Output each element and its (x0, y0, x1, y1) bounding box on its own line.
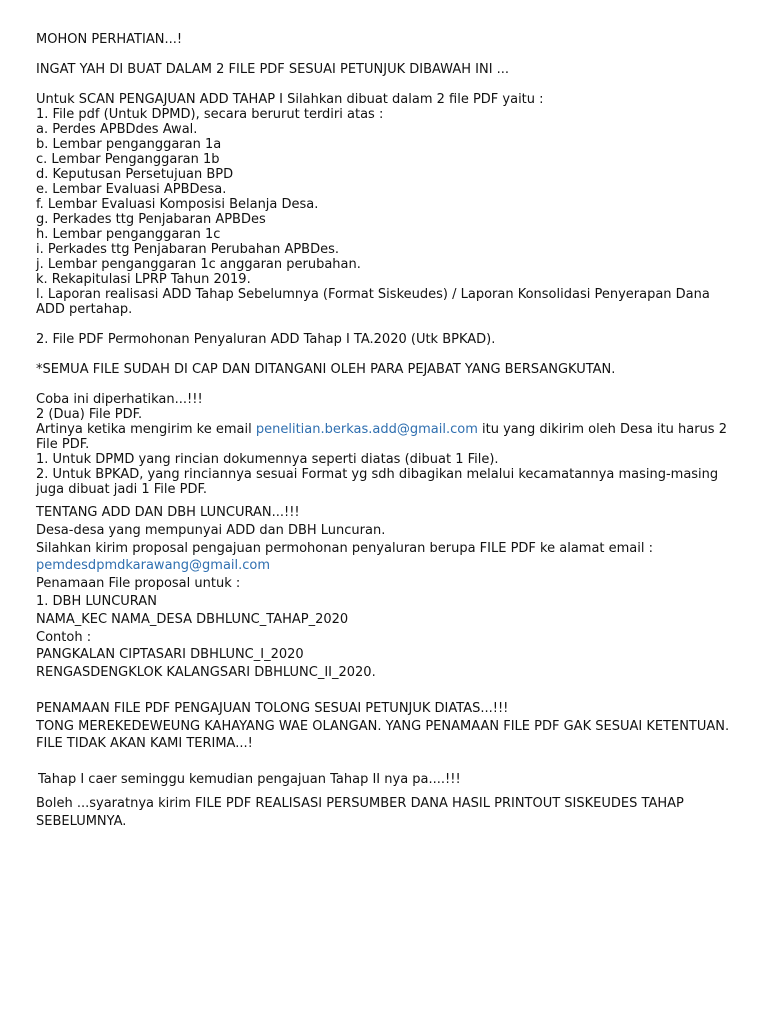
tahap1-intro: Untuk SCAN PENGAJUAN ADD TAHAP I Silahkan dibuat dalam 2 file PDF yaitu : (36, 92, 544, 107)
email-link-pemdes[interactable]: pemdesdpmdkarawang@gmail.com (36, 558, 271, 574)
boleh-line2: SEBELUMNYA. (36, 813, 127, 829)
luncuran-line2: Silahkan kirim proposal pengajuan permohonan penyaluran berupa FILE PDF ke alamat email : (36, 540, 654, 556)
warning-3: FILE TIDAK AKAN KAMI TERIMA...! (36, 736, 253, 752)
bpkad-point-continuation: juga dibuat jadi 1 File PDF. (36, 482, 207, 497)
two-files-text: 2 (Dua) File PDF. (36, 407, 143, 422)
list-item: c. Lembar Penganggaran 1b (36, 152, 220, 167)
file1-title: 1. File pdf (Untuk DPMD), secara berurut terdiri atas : (36, 107, 384, 122)
bpkad-point: 2. Untuk BPKAD, yang rinciannya sesuai Format yg sdh dibagikan melalui kecamatannya masing-masing (36, 467, 719, 482)
document-body (36, 32, 736, 830)
send-suffix: itu yang dikirim oleh Desa itu harus 2 (477, 422, 727, 437)
warning-2: TONG MEREKEDEWEUNG KAHAYANG WAE OLANGAN. YANG PENAMAAN FILE PDF GAK SESUAI KETENTUAN. (36, 718, 730, 734)
luncuran-title: TENTANG ADD DAN DBH LUNCURAN...!!! (36, 505, 300, 520)
stamp-note: *SEMUA FILE SUDAH DI CAP DAN DITANGANI OLEH PARA PEJABAT YANG BERSANGKUTAN. (36, 362, 616, 377)
naming-format: NAMA_KEC NAMA_DESA DBHLUNC_TAHAP_2020 (36, 611, 349, 627)
list-item: e. Lembar Evaluasi APBDesa. (36, 182, 227, 197)
naming-title: Penamaan File proposal untuk : (36, 576, 241, 592)
list-item: h. Lembar penganggaran 1c (36, 227, 221, 242)
email-link-penelitian[interactable]: penelitian.berkas.add@gmail.com (255, 422, 478, 437)
list-item: g. Perkades ttg Penjabaran APBDes (36, 212, 266, 227)
list-item: j. Lembar penganggaran 1c anggaran perubahan. (36, 257, 361, 272)
example-label: Contoh : (36, 629, 92, 645)
naming-item1: 1. DBH LUNCURAN (36, 593, 157, 609)
file1-item-list (36, 122, 736, 317)
list-item: f. Lembar Evaluasi Komposisi Belanja Desa. (36, 197, 319, 212)
boleh-line1: Boleh ...syaratnya kirim FILE PDF REALISASI PERSUMBER DANA HASIL PRINTOUT SISKEUDES TAHAP (36, 795, 684, 811)
luncuran-section (36, 504, 736, 830)
dpmd-point: 1. Untuk DPMD yang rincian dokumennya seperti diatas (dibuat 1 File). (36, 452, 499, 467)
list-item: k. Rekapitulasi LPRP Tahun 2019. (36, 272, 251, 287)
list-item: ADD pertahap. (36, 302, 133, 317)
list-item: b. Lembar penganggaran 1a (36, 137, 222, 152)
attention-title: Coba ini diperhatikan...!!! (36, 392, 203, 407)
send-instruction (36, 422, 736, 437)
example-1: PANGKALAN CIPTASARI DBHLUNC_I_2020 (36, 647, 304, 663)
list-item: i. Perkades ttg Penjabaran Perubahan APBDes. (36, 242, 340, 257)
reminder-text: INGAT YAH DI BUAT DALAM 2 FILE PDF SESUAI PETUNJUK DIBAWAH INI ... (36, 62, 510, 77)
notice-heading: MOHON PERHATIAN...! (36, 32, 183, 47)
example-2: RENGASDENGKLOK KALANGSARI DBHLUNC_II_2020. (36, 665, 376, 681)
send-prefix: Artinya ketika mengirim ke email (36, 422, 256, 437)
file2-text: 2. File PDF Permohonan Penyaluran ADD Tahap I TA.2020 (Utk BPKAD). (36, 332, 496, 347)
send-continuation: File PDF. (36, 437, 90, 452)
warning-1: PENAMAAN FILE PDF PENGAJUAN TOLONG SESUAI PETUNJUK DIATAS...!!! (36, 700, 509, 716)
list-item: a. Perdes APBDdes Awal. (36, 122, 198, 137)
list-item: l. Laporan realisasi ADD Tahap Sebelumnya (Format Siskeudes) / Laporan Konsolidasi Penyerapan Dana (36, 287, 710, 302)
tahap2-note: Tahap I caer seminggu kemudian pengajuan Tahap II nya pa....!!! (38, 771, 461, 787)
luncuran-line1: Desa-desa yang mempunyai ADD dan DBH Luncuran. (36, 522, 386, 538)
list-item: d. Keputusan Persetujuan BPD (36, 167, 234, 182)
